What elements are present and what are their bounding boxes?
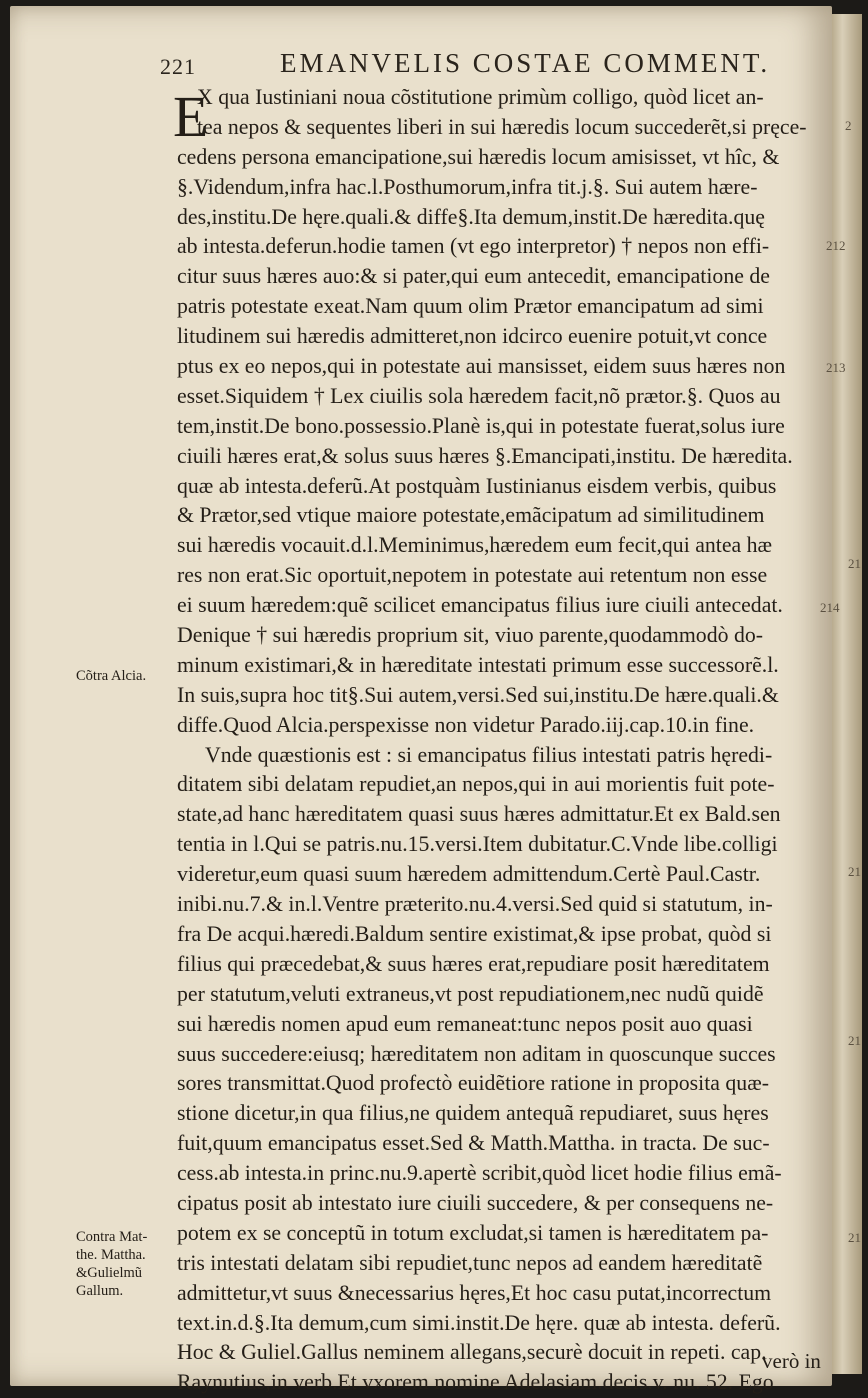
margin-note-line: the. Mattha. (76, 1247, 146, 1263)
text-line: ciuili hæres erat,& solus suus hæres §.Emancipati,institu. De hæredita. (177, 443, 793, 468)
margin-number: 21 (848, 1230, 861, 1245)
text-line: X qua Iustiniani noua cõstitutione primùm colligo, quòd licet an- (197, 85, 764, 109)
text-line: quæ ab intesta.deferũ.At postquàm Iustinianus eisdem verbis, quibus (177, 473, 777, 498)
margin-number: 213 (826, 360, 846, 375)
text-line: text.in.d.§.Ita demum,cum simi.instit.De hęre. quæ ab intesta. deferũ. (177, 1310, 781, 1335)
margin-number: 21 (848, 864, 861, 879)
margin-note-line: Cõtra Alcia. (76, 668, 147, 684)
text-line: fuit,quum emancipatus esset.Sed & Matth.Mattha. in tracta. De suc- (177, 1131, 770, 1156)
text-line: cipatus posit ab intestato iure ciuili succedere, & per consequens ne- (177, 1190, 774, 1215)
text-line: Denique † sui hæredis proprium sit, viuo parente,quodammodò do- (177, 623, 764, 648)
folio-number: 221 (160, 54, 196, 79)
text-line: ditatem sibi delatam repudiet,an nepos,qui in aui morientis fuit pote- (177, 772, 775, 797)
text-line: tris intestati delatam sibi repudiet,tunc nepos ad eandem hæreditatẽ (177, 1250, 763, 1275)
text-line: cess.ab intesta.in princ.nu.9.apertè scribit,quòd licet hodie filius emã- (177, 1161, 782, 1186)
margin-note-contra-alcia (76, 667, 146, 685)
text-line: filius qui præcedebat,& suus hæres erat,repudiare posit hæreditatem (177, 951, 770, 976)
text-line: ei suum hæredem:quẽ scilicet emancipatus filius iure ciuili antecedat. (177, 593, 783, 618)
margin-note-line: Gallum. (76, 1283, 124, 1299)
page-edge (832, 14, 862, 1374)
margin-number: 21 (848, 556, 861, 571)
text-line: suus succedere:eiusq; hæreditatem non aditam in quoscunque succes (177, 1041, 776, 1066)
text-line: potem ex se conceptũ in totum excludat,si tamen is hæreditatem pa- (177, 1220, 769, 1245)
text-line: stione dicetur,in qua filius,ne quidem antequã repudiaret, suus hęres (177, 1101, 769, 1126)
text-line: sores transmittat.Quod profectò euidẽtiore ratione in proposita quæ- (177, 1071, 769, 1096)
text-line: sui hæredis nomen apud eum remaneat:tunc nepos posit auo quasi (177, 1011, 753, 1036)
drop-initial: E (173, 84, 209, 149)
running-title: EMANVELIS COSTAE COMMENT. (280, 48, 771, 78)
text-line: tem,instit.De bono.possessio.Planè is,qui in potestate fuerat,solus iure (177, 413, 785, 438)
text-line: citur suus hæres auo:& si pater,qui eum antecedit, emancipatione de (177, 264, 770, 289)
text-line: sui hæredis vocauit.d.l.Meminimus,hæredem eum fecit,qui antea hæ (177, 533, 773, 558)
text-line: In suis,supra hoc tit§.Sui autem,versi.Sed sui,institu.De hære.quali.& (177, 682, 779, 707)
margin-number: 214 (820, 600, 840, 615)
text-line: res non erat.Sic oportuit,nepotem in potestate aui retentum non esse (177, 563, 768, 588)
margin-number: 21 (848, 1033, 861, 1048)
text-line: admittetur,vt suus &necessarius hęres,Et hoc casu putat,incorrectum (177, 1280, 772, 1305)
text-line: per statutum,veluti extraneus,vt post repudiationem,nec nudũ quidẽ (177, 981, 764, 1006)
text-line: ptus ex eo nepos,qui in potestate aui mansisset, eidem suus hæres non (177, 354, 786, 379)
text-line: state,ad hanc hæreditatem quasi suus hæres admittatur.Et ex Bald.sen (177, 802, 781, 827)
text-line: tea nepos & sequentes liberi in sui hæredis locum succederẽt,si pręce- (197, 114, 807, 139)
running-header (160, 48, 790, 82)
text-line: cedens persona emancipatione,sui hæredis locum amisisset, vt hîc, & (177, 144, 780, 169)
text-line: §.Videndum,infra hac.l.Posthumorum,infra tit.j.§. Sui autem hære- (177, 174, 758, 199)
text-line: diffe.Quod Alcia.perspexisse non videtur Parado.iij.cap.10.in fine. (177, 712, 755, 737)
text-line: videretur,eum quasi suum hæredem admittendum.Certè Paul.Castr. (177, 862, 761, 887)
text-line: Hoc & Guliel.Gallus neminem allegans,securè docuit in repeti. cap. (177, 1340, 767, 1365)
text-line: minum existimari,& in hæreditate intestati primum esse successorẽ.l. (177, 652, 779, 677)
catchword: verò in (762, 1349, 821, 1373)
text-line: fra De acqui.hæredi.Baldum sentire existimat,& ipse probat, quòd si (177, 921, 772, 946)
text-line: Raynutius,in verb.Et vxorem nomine Adelasiam.decis.v. nu. 52. Ego (177, 1370, 774, 1395)
text-line: esset.Siquidem † Lex ciuilis sola hæredem facit,nõ prætor.§. Quos au (177, 383, 781, 408)
text-line: des,institu.De hęre.quali.& diffe§.Ita demum,instit.De hæredita.quę (177, 204, 765, 229)
margin-number: 2 (845, 118, 852, 133)
text-line: & Prætor,sed vtique maiore potestate,emãcipatum ad similitudinem (177, 503, 765, 528)
text-line: Vnde quæstionis est : si emancipatus filius intestati patris hęredi- (205, 742, 773, 767)
margin-note-line: Contra Mat- (76, 1229, 148, 1245)
margin-note-contra-mattha (76, 1228, 147, 1300)
margin-number: 212 (826, 238, 846, 253)
text-line: litudinem sui hæredis admitteret,non idcirco euenire potuit,vt conce (177, 324, 768, 349)
text-line: tentia in l.Qui se patris.nu.15.versi.Item dubitatur.C.Vnde libe.colligi (177, 832, 778, 857)
text-line: patris potestate exeat.Nam quum olim Prætor emancipatum ad simi (177, 294, 764, 319)
text-line: ab intesta.deferun.hodie tamen (vt ego interpretor) † nepos non effi- (177, 234, 770, 259)
margin-note-line: &Gulielmũ (76, 1265, 143, 1281)
body-text (177, 83, 827, 1398)
text-line: inibi.nu.7.& in.l.Ventre præterito.nu.4.versi.Sed quid si statutum, in- (177, 892, 773, 917)
